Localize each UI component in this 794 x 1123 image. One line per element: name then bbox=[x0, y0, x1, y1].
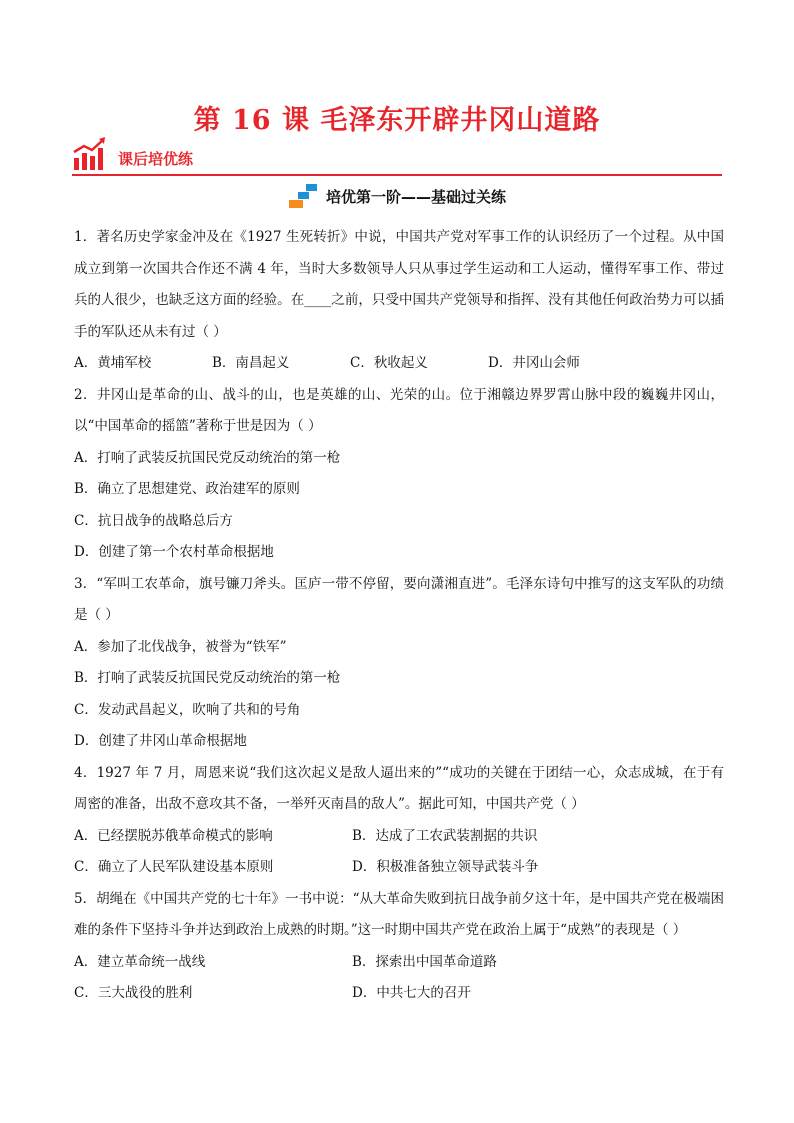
section-heading bbox=[0, 183, 794, 211]
option: A．打响了武装反抗国民党反动统治的第一枪 bbox=[74, 449, 341, 466]
sub-header-label: 课后培优练 bbox=[118, 150, 194, 168]
option: D．创建了井冈山革命根据地 bbox=[74, 733, 247, 749]
header-divider bbox=[72, 174, 722, 176]
question-options bbox=[74, 348, 724, 380]
rising-bar-chart-icon bbox=[72, 136, 108, 172]
option: B．达成了工农武装割据的共识 bbox=[352, 827, 538, 844]
stairs-blocks-icon bbox=[288, 183, 318, 209]
option: D．井冈山会师 bbox=[488, 355, 580, 371]
option: B．南昌起义 bbox=[212, 355, 290, 371]
question-stem: 4．1927 年 7 月，周恩来说“我们这次起义是敌人逼出来的”“成功的关键在于团结一心，众志成城，在于有周密的准备，出敌不意攻其不备，一举歼灭南昌的敌人”。据此可知，中国共产党（ ） bbox=[74, 764, 724, 812]
question-stem: 1．著名历史学家金冲及在《1927 生死转折》中说，中国共产党对军事工作的认识经历了一个过程。从中国成立到第一次国共合作还不满 4 年，当时大多数领导人只从事过学生运动和工人运动，懂得军事工作、带过兵的人很少，也缺乏这方面的经验。在____之前，只受中国共产党领导和指挥、没有其他任何政治势力可以插手的军队还从未有过（ ） bbox=[74, 229, 724, 340]
question-stem: 5．胡绳在《中国共产党的七十年》一书中说：“从大革命失败到抗日战争前夕这十年，是中国共产党在极端困难的条件下坚持斗争并达到政治上成熟的时期。”这一时期中国共产党在政治上属于“成熟”的表现是（ ） bbox=[74, 890, 724, 938]
option: B．探索出中国革命道路 bbox=[352, 953, 497, 970]
option: C．三大战役的胜利 bbox=[74, 985, 193, 1001]
option: D．中共七大的召开 bbox=[352, 985, 471, 1001]
option: D．积极准备独立领导武装斗争 bbox=[352, 859, 539, 875]
option: C．确立了人民军队建设基本原则 bbox=[74, 859, 274, 875]
question-options bbox=[74, 821, 724, 853]
question-options bbox=[74, 852, 724, 884]
question-options bbox=[74, 947, 724, 979]
option: C．秋收起义 bbox=[350, 355, 428, 371]
question-list bbox=[74, 222, 724, 1010]
section-title: 培优第一阶——基础过关练 bbox=[325, 187, 506, 206]
question-options bbox=[74, 978, 724, 1010]
option: A．已经摆脱苏俄革命模式的影响 bbox=[74, 827, 273, 844]
option: A．参加了北伐战争，被誉为“铁军” bbox=[74, 638, 287, 655]
option: C．发动武昌起义，吹响了共和的号角 bbox=[74, 701, 301, 718]
lesson-title: 第 16 课 毛泽东开辟井冈山道路 bbox=[193, 105, 601, 136]
option: A．黄埔军校 bbox=[74, 355, 152, 371]
question-stem: 3．“军叫工农革命，旗号镰刀斧头。匡庐一带不停留，要向潇湘直进”。毛泽东诗句中推写的这支军队的功绩是（ ） bbox=[74, 575, 724, 623]
question-stem: 2．井冈山是革命的山、战斗的山，也是英雄的山、光荣的山。位于湘赣边界罗霄山脉中段的巍巍井冈山，以“中国革命的摇篮”著称于世是因为（ ） bbox=[74, 386, 724, 434]
option: C．抗日战争的战略总后方 bbox=[74, 512, 233, 529]
sub-header bbox=[72, 136, 722, 176]
option: A．建立革命统一战线 bbox=[74, 953, 206, 970]
option: B．打响了武装反抗国民党反动统治的第一枪 bbox=[74, 670, 341, 686]
option: B．确立了思想建党、政治建军的原则 bbox=[74, 481, 300, 497]
option: D．创建了第一个农村革命根据地 bbox=[74, 544, 274, 560]
